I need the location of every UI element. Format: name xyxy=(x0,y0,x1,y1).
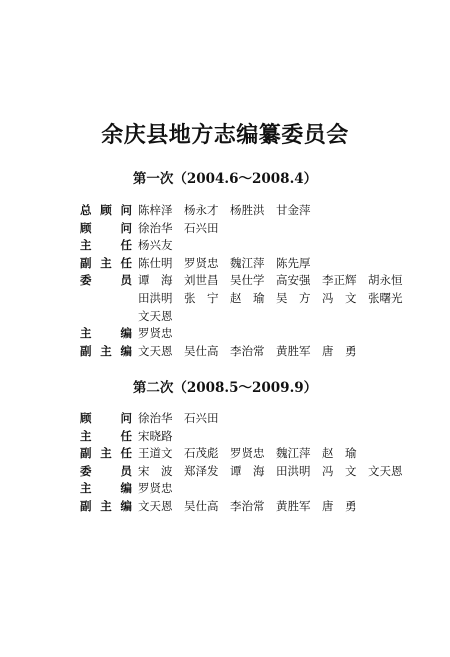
member-name: 赵 瑜 xyxy=(322,446,357,461)
member-names xyxy=(138,463,410,481)
member-names xyxy=(138,220,410,238)
member-name: 杨永才 xyxy=(184,203,219,217)
role-label: 副 主 编 xyxy=(80,343,132,358)
role-label: 主 编 xyxy=(80,481,132,496)
member-name: 谭 海 xyxy=(230,463,265,478)
member-name: 吴仕高 xyxy=(184,343,219,358)
role-label: 委 员 xyxy=(80,463,132,478)
member-name: 宋 波 xyxy=(138,463,173,478)
committee-row xyxy=(80,343,410,361)
member-name: 田洪明 xyxy=(138,290,173,305)
member-name: 陈先厚 xyxy=(276,255,311,270)
member-name: 李治常 xyxy=(230,498,265,513)
member-name: 李治常 xyxy=(230,343,265,358)
committee-row xyxy=(80,255,410,273)
term-heading: 第一次（2004.6～2008.4） xyxy=(132,171,318,187)
member-name: 甘金萍 xyxy=(276,203,311,217)
member-name: 石茂彪 xyxy=(184,446,219,461)
member-names xyxy=(138,325,410,343)
member-name: 杨胜洪 xyxy=(230,203,265,217)
member-name: 罗贤忠 xyxy=(138,481,173,496)
member-name: 罗贤忠 xyxy=(230,446,265,461)
member-name: 冯 文 xyxy=(322,463,357,478)
member-name: 罗贤忠 xyxy=(184,255,219,270)
member-name: 杨兴友 xyxy=(138,238,173,253)
member-names xyxy=(138,445,410,463)
member-name: 文天恩 xyxy=(138,498,173,513)
role-label: 主 任 xyxy=(80,428,132,443)
member-name: 唐 勇 xyxy=(322,498,357,513)
committee-row xyxy=(80,498,410,516)
member-name: 文天恩 xyxy=(138,308,173,323)
committee-row xyxy=(80,428,410,446)
member-name: 宋晓路 xyxy=(138,428,173,443)
member-name: 石兴田 xyxy=(184,220,219,235)
role-label: 主 任 xyxy=(80,238,132,253)
member-names xyxy=(138,255,410,273)
member-name: 张曙光 xyxy=(368,290,403,305)
member-name: 田洪明 xyxy=(276,463,311,478)
committee-row xyxy=(80,445,410,463)
member-name: 罗贤忠 xyxy=(138,326,173,341)
member-name: 吴 方 xyxy=(276,290,311,305)
committee-list xyxy=(80,202,410,360)
member-name: 魏江萍 xyxy=(230,255,265,270)
committee-row xyxy=(80,272,410,325)
member-name: 吴仕高 xyxy=(184,498,219,513)
committee-row xyxy=(80,463,410,481)
member-name: 吴仕学 xyxy=(230,273,265,288)
member-name: 黄胜军 xyxy=(276,343,311,358)
member-name: 石兴田 xyxy=(184,411,219,425)
role-label: 副 主 任 xyxy=(80,255,132,270)
member-name: 文天恩 xyxy=(138,343,173,358)
committee-row xyxy=(80,325,410,343)
member-name: 高安强 xyxy=(276,273,311,288)
member-names xyxy=(138,428,410,446)
committee-row xyxy=(80,202,410,220)
member-name: 徐治华 xyxy=(138,220,173,235)
member-name: 谭 海 xyxy=(138,273,173,288)
role-label: 副 主 任 xyxy=(80,446,132,461)
member-names xyxy=(138,202,410,220)
member-names xyxy=(138,237,410,255)
member-name: 郑泽发 xyxy=(184,463,219,478)
member-name: 陈梓泽 xyxy=(138,203,173,217)
committee-row xyxy=(80,220,410,238)
member-name: 文天恩 xyxy=(368,463,403,478)
member-name: 魏江萍 xyxy=(276,446,311,461)
role-label: 总 顾 问 xyxy=(80,203,132,217)
member-names xyxy=(138,498,410,516)
member-name: 冯 文 xyxy=(322,290,357,305)
member-names xyxy=(138,410,410,428)
member-name: 李正辉 xyxy=(322,273,357,288)
page-title: 余庆县地方志编纂委员会 xyxy=(101,122,349,148)
member-name: 张 宁 xyxy=(184,290,219,305)
member-names xyxy=(138,343,410,361)
member-name: 徐治华 xyxy=(138,411,173,425)
member-name: 唐 勇 xyxy=(322,343,357,358)
role-label: 顾 问 xyxy=(80,411,132,425)
role-label: 主 编 xyxy=(80,326,132,341)
committee-row xyxy=(80,480,410,498)
member-name: 刘世昌 xyxy=(184,273,219,288)
member-name: 王道文 xyxy=(138,446,173,461)
member-names xyxy=(138,480,410,498)
committee-list xyxy=(80,410,410,516)
committee-row xyxy=(80,410,410,428)
member-names xyxy=(138,272,410,325)
member-name: 赵 瑜 xyxy=(230,290,265,305)
member-name: 胡永恒 xyxy=(368,273,403,288)
term-heading: 第二次（2008.5～2009.9） xyxy=(132,380,318,396)
member-name: 陈仕明 xyxy=(138,255,173,270)
committee-row xyxy=(80,237,410,255)
role-label: 顾 问 xyxy=(80,220,132,235)
role-label: 委 员 xyxy=(80,273,132,288)
role-label: 副 主 编 xyxy=(80,498,132,513)
member-name: 黄胜军 xyxy=(276,498,311,513)
